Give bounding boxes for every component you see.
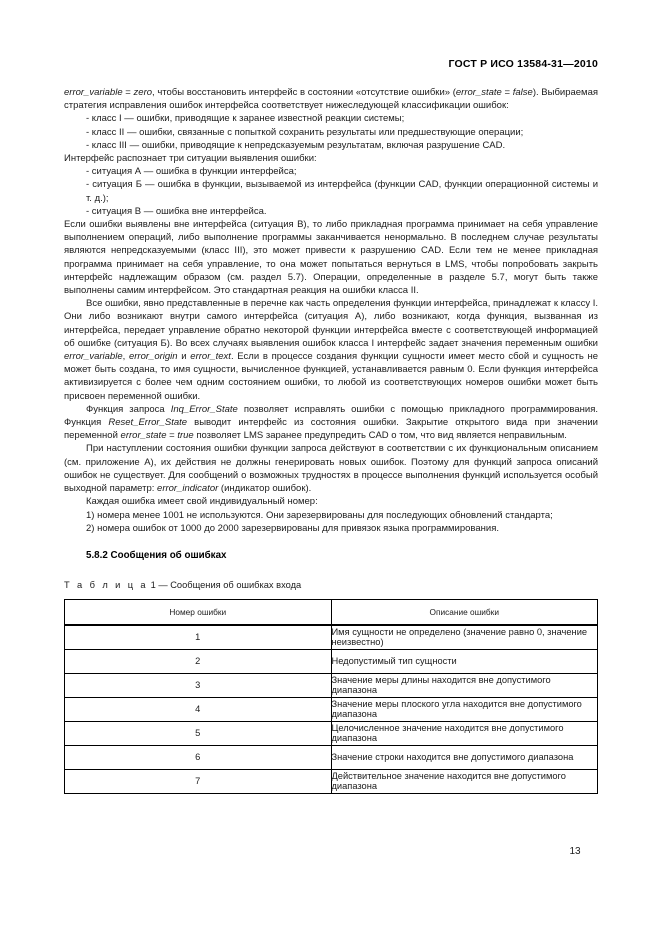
list-item-situation-a: - ситуация А — ошибка в функции интерфейса; [86, 166, 297, 178]
cell-error-number: 3 [65, 673, 332, 697]
cell-error-description: Значение строки находится вне допустимого диапазона [331, 745, 598, 769]
table-row [65, 673, 598, 697]
section-heading-5-8-2: 5.8.2 Сообщения об ошибках [86, 549, 227, 561]
error-messages-table [64, 599, 598, 794]
column-header-error-description: Описание ошибки [331, 599, 598, 625]
page-number-value: 13 [569, 846, 581, 857]
cell-error-description: Значение меры плоского угла находится вне допустимого диапазона [331, 697, 598, 721]
table-body [65, 625, 598, 794]
table-row [65, 745, 598, 769]
paragraph-each-error-number: Каждая ошибка имеет свой индивидуальный номер: [86, 496, 318, 508]
list-item-numbering-2: 2) номера ошибок от 1000 до 2000 зарезервированы для привязок языка программирования. [86, 522, 499, 534]
term-error-state-2: error_state [120, 430, 167, 442]
paragraph-errors-outside-interface: Если ошибки выявлены вне интерфейса (ситуация В), то либо прикладная программа принимает на себя управление выполнением операций, либо выполнение программы заканчивается ненормально. В последнем случае результаты являются непредсказуемыми (класс III), это может привести к разрушению CAD. Если тем не менее прикладная программа принимает на себя управление, то она может попытаться вернуться в LMS, чтобы попробовать закрыть интерфейс надлежащим образом (см. раздел 5.7). Операции, определенные в разделе 5.7, могут быть также выполнены самим интерфейсом. Это стандартная реакция на ошибки класса II. [64, 219, 598, 297]
table-row [65, 625, 598, 650]
list-item-situation-v: - ситуация В — ошибка вне интерфейса. [86, 205, 267, 217]
table-row [65, 769, 598, 793]
column-header-error-number: Номер ошибки [65, 599, 332, 625]
list-item-class-3: - класс III — ошибки, приводящие к непредсказуемым результатам, включая разрушение CAD. [86, 139, 506, 151]
document-body [64, 86, 598, 794]
paragraph-class-1-errors: Все ошибки, явно представленные в перечне как часть определения функции интерфейса, принадлежат к классу I. Они либо возникают внутри самого интерфейса (ситуация А), либо возникают, когда функция, вызванная из интерфейса, передает управление обратно некоторой функции интерфейса вместе с соответствующей информацией об ошибке (ситуация Б). Во всех случаях выявления ошибок класса I интерфейс задает значения переменным ошибки error_variable, error_origin и error_text. Если в процессе создания функции сущности имеет место сбой и сущность не может быть создана, то имя сущности, вычисленное функцией, устанавливается равным 0. Если функция интерфейса активизируется с более чем одним состоянием ошибки, то любой из соответствующих номеров ошибки может быть присвоен переменной ошибки. [64, 298, 599, 402]
term-false: false [512, 87, 533, 98]
cell-error-number: 6 [65, 745, 332, 769]
term-reset-error-state: Reset_Error_State [108, 417, 188, 429]
term-error-state: error_state [455, 87, 502, 98]
term-error-text: error_text [190, 351, 231, 363]
list-item-numbering-1: 1) номера менее 1001 не используются. Они зарезервированы для последующих обновлений стандарта; [86, 509, 553, 521]
page-number-footer [0, 846, 661, 857]
list-item-situation-b: - ситуация Б — ошибка в функции, вызываемой из интерфейса (функции CAD, функции операционной системы и т. д.); [86, 179, 598, 204]
paragraph-inq-error-state: Функция запроса Inq_Error_State позволяет исправлять ошибки с помощью прикладного программирования. Функция Reset_Error_State выводит интерфейс из состояния ошибки. Закрытие открытого вида при значении переменной error_state = true позволяет LMS заранее предупредить CAD о том, что вид является неправильным. [64, 403, 598, 442]
table-caption [64, 563, 598, 599]
paragraph-error-variable-intro: error_variable = zero, чтобы восстановить интерфейс в состоянии «отсутствие ошибки» (error_state = false). Выбираемая стратегия исправления ошибок интерфейса соответствует нижеследующей классификации ошибок: [64, 87, 599, 112]
list-item-class-2: - класс II — ошибки, связанные с попыткой сохранить результаты или предшествующие операции; [86, 126, 524, 138]
table-row [65, 649, 598, 673]
cell-error-description: Целочисленное значение находится вне допустимого диапазона [331, 721, 598, 745]
table-header [65, 599, 598, 625]
term-error-variable-2: error_variable [64, 351, 123, 363]
list-item-class-1: - класс I — ошибки, приводящие к заранее известной реакции системы; [86, 113, 405, 125]
term-error-variable: error_variable [64, 87, 123, 98]
cell-error-description: Недопустимый тип сущности [331, 649, 598, 673]
term-zero: zero [133, 87, 153, 98]
table-header-row [65, 599, 598, 625]
cell-error-number: 7 [65, 769, 332, 793]
table-row [65, 721, 598, 745]
term-error-indicator: error_indicator [157, 483, 219, 495]
cell-error-number: 1 [65, 625, 332, 650]
term-true: true [177, 430, 194, 442]
table-row [65, 697, 598, 721]
term-inq-error-state: Inq_Error_State [170, 403, 238, 415]
table-caption-prefix: Т а б л и ц а [64, 579, 148, 590]
cell-error-description: Значение меры длины находится вне допустимого диапазона [331, 673, 598, 697]
table-caption-rest: 1 — Сообщения об ошибках входа [148, 579, 302, 590]
term-error-origin: error_origin [128, 351, 178, 363]
cell-error-number: 5 [65, 721, 332, 745]
cell-error-number: 4 [65, 697, 332, 721]
cell-error-description: Действительное значение находится вне допустимого диапазона [331, 769, 598, 793]
paragraph-three-situations: Интерфейс распознает три ситуации выявления ошибки: [64, 153, 317, 165]
cell-error-number: 2 [65, 649, 332, 673]
paragraph-error-indicator: При наступлении состояния ошибки функции запроса действуют в соответствии с их функциональным описанием (см. приложение А), их действия не должны генерировать новых ошибок. Поэтому для функций запроса описаний ошибок не существует. Для сообщений о возможных трудностях в процессе выполнения функций используется особый выходной параметр: error_indicator (индикатор ошибок). [64, 443, 598, 495]
page-header-standard-number: ГОСТ Р ИСО 13584-31—2010 [448, 58, 598, 70]
cell-error-description: Имя сущности не определено (значение равно 0, значение неизвестно) [331, 625, 598, 650]
